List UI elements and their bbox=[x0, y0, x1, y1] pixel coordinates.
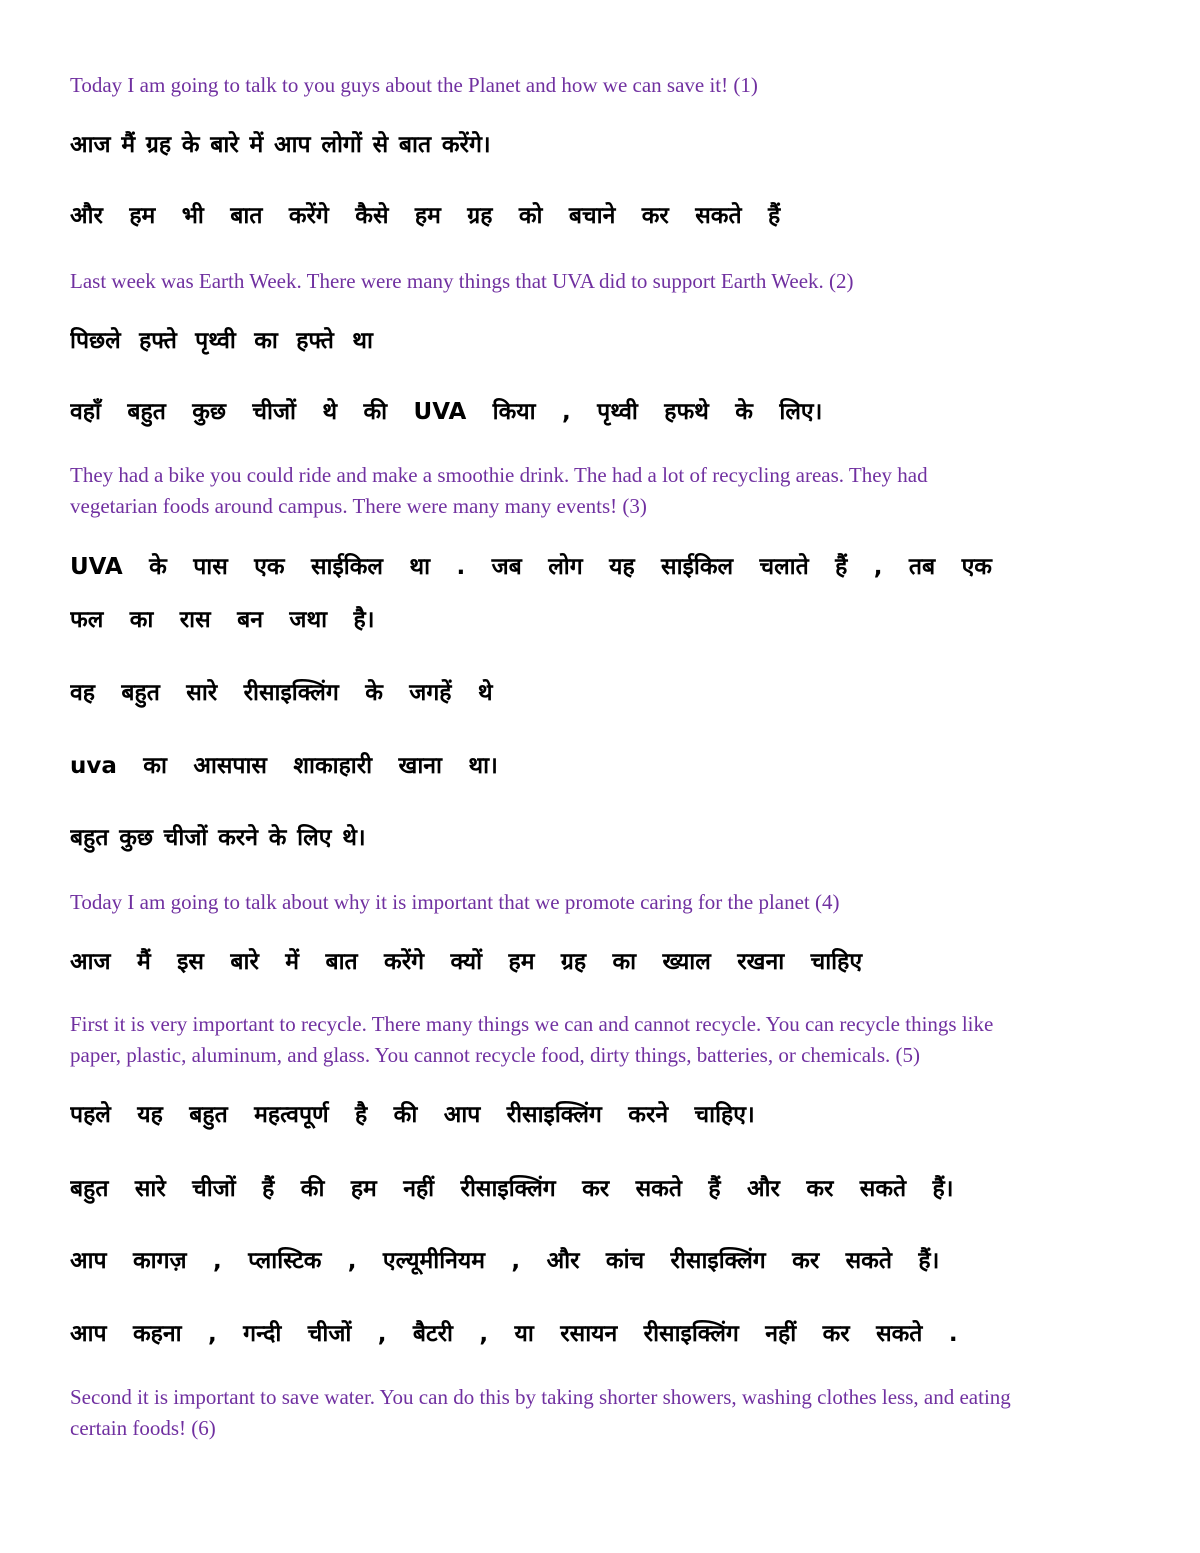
english-line: Today I am going to talk about why it is important that we promote caring for the planet (4) bbox=[70, 890, 840, 914]
hindi-line: आज मैं इस बारे में बात करेंगे क्यों हम ग्रह का ख्याल रखना चाहिए bbox=[70, 949, 863, 975]
english-line: First it is very important to recycle. There many things we can and cannot recycle. You can recycle things like bbox=[70, 1012, 994, 1036]
hindi-sentence bbox=[70, 945, 1150, 979]
english-line: Last week was Earth Week. There were many things that UVA did to support Earth Week. (2) bbox=[70, 269, 854, 293]
english-line: vegetarian foods around campus. There were many many events! (3) bbox=[70, 494, 647, 518]
hindi-line: uva का आसपास शाकाहारी खाना था। bbox=[70, 753, 498, 779]
hindi-sentence bbox=[70, 128, 1150, 162]
hindi-sentence bbox=[70, 395, 1150, 429]
hindi-sentence bbox=[70, 1317, 1150, 1351]
english-line: They had a bike you could ride and make a smoothie drink. The had a lot of recycling areas. They had bbox=[70, 463, 928, 487]
hindi-line: बहुत कुछ चीजों करने के लिए थे। bbox=[70, 825, 366, 851]
hindi-line: UVA के पास एक साईकिल था . जब लोग यह साईकिल चलाते हैं , तब एक bbox=[70, 554, 992, 580]
hindi-sentence bbox=[70, 199, 1150, 233]
english-line: paper, plastic, aluminum, and glass. You cannot recycle food, dirty things, batteries, or chemicals. (5) bbox=[70, 1043, 921, 1067]
hindi-line: वह बहुत सारे रीसाइक्लिंग के जगहें थे bbox=[70, 680, 493, 706]
hindi-sentence bbox=[70, 821, 1150, 855]
english-paragraph-3 bbox=[70, 460, 1150, 522]
english-paragraph-6 bbox=[70, 1382, 1150, 1444]
english-line: Second it is important to save water. You can do this by taking shorter showers, washing clothes less, and eating bbox=[70, 1385, 1011, 1409]
hindi-line: आज मैं ग्रह के बारे में आप लोगों से बात करेंगे। bbox=[70, 132, 491, 158]
hindi-sentence bbox=[70, 1244, 1150, 1278]
english-paragraph-5 bbox=[70, 1009, 1150, 1071]
hindi-sentence bbox=[70, 1098, 1150, 1132]
english-paragraph-2 bbox=[70, 266, 1150, 297]
hindi-line: और हम भी बात करेंगे कैसे हम ग्रह को बचाने कर सकते हैं bbox=[70, 203, 781, 229]
hindi-line: बहुत सारे चीजों हैं की हम नहीं रीसाइक्लिंग कर सकते हैं और कर सकते हैं। bbox=[70, 1176, 954, 1202]
hindi-sentence bbox=[70, 550, 1150, 584]
hindi-sentence bbox=[70, 749, 1150, 783]
english-line: certain foods! (6) bbox=[70, 1416, 216, 1440]
hindi-sentence bbox=[70, 1172, 1150, 1206]
hindi-line: फल का रास बन जथा है। bbox=[70, 607, 375, 633]
hindi-line: वहाँ बहुत कुछ चीजों थे की UVA किया , पृथ्वी हफथे के लिए। bbox=[70, 399, 823, 425]
english-paragraph-1 bbox=[70, 70, 1150, 101]
english-line: Today I am going to talk to you guys about the Planet and how we can save it! (1) bbox=[70, 73, 758, 97]
hindi-sentence bbox=[70, 603, 1150, 637]
hindi-line: आप कहना , गन्दी चीजों , बैटरी , या रसायन रीसाइक्लिंग नहीं कर सकते . bbox=[70, 1321, 958, 1347]
hindi-line: पहले यह बहुत महत्वपूर्ण है की आप रीसाइक्लिंग करने चाहिए। bbox=[70, 1102, 755, 1128]
hindi-line: पिछले हफ्ते पृथ्वी का हफ्ते था bbox=[70, 328, 373, 354]
english-paragraph-4 bbox=[70, 887, 1150, 918]
hindi-sentence bbox=[70, 676, 1150, 710]
hindi-sentence bbox=[70, 324, 1150, 358]
hindi-line: आप कागज़ , प्लास्टिक , एल्यूमीनियम , और कांच रीसाइक्लिंग कर सकते हैं। bbox=[70, 1248, 940, 1274]
